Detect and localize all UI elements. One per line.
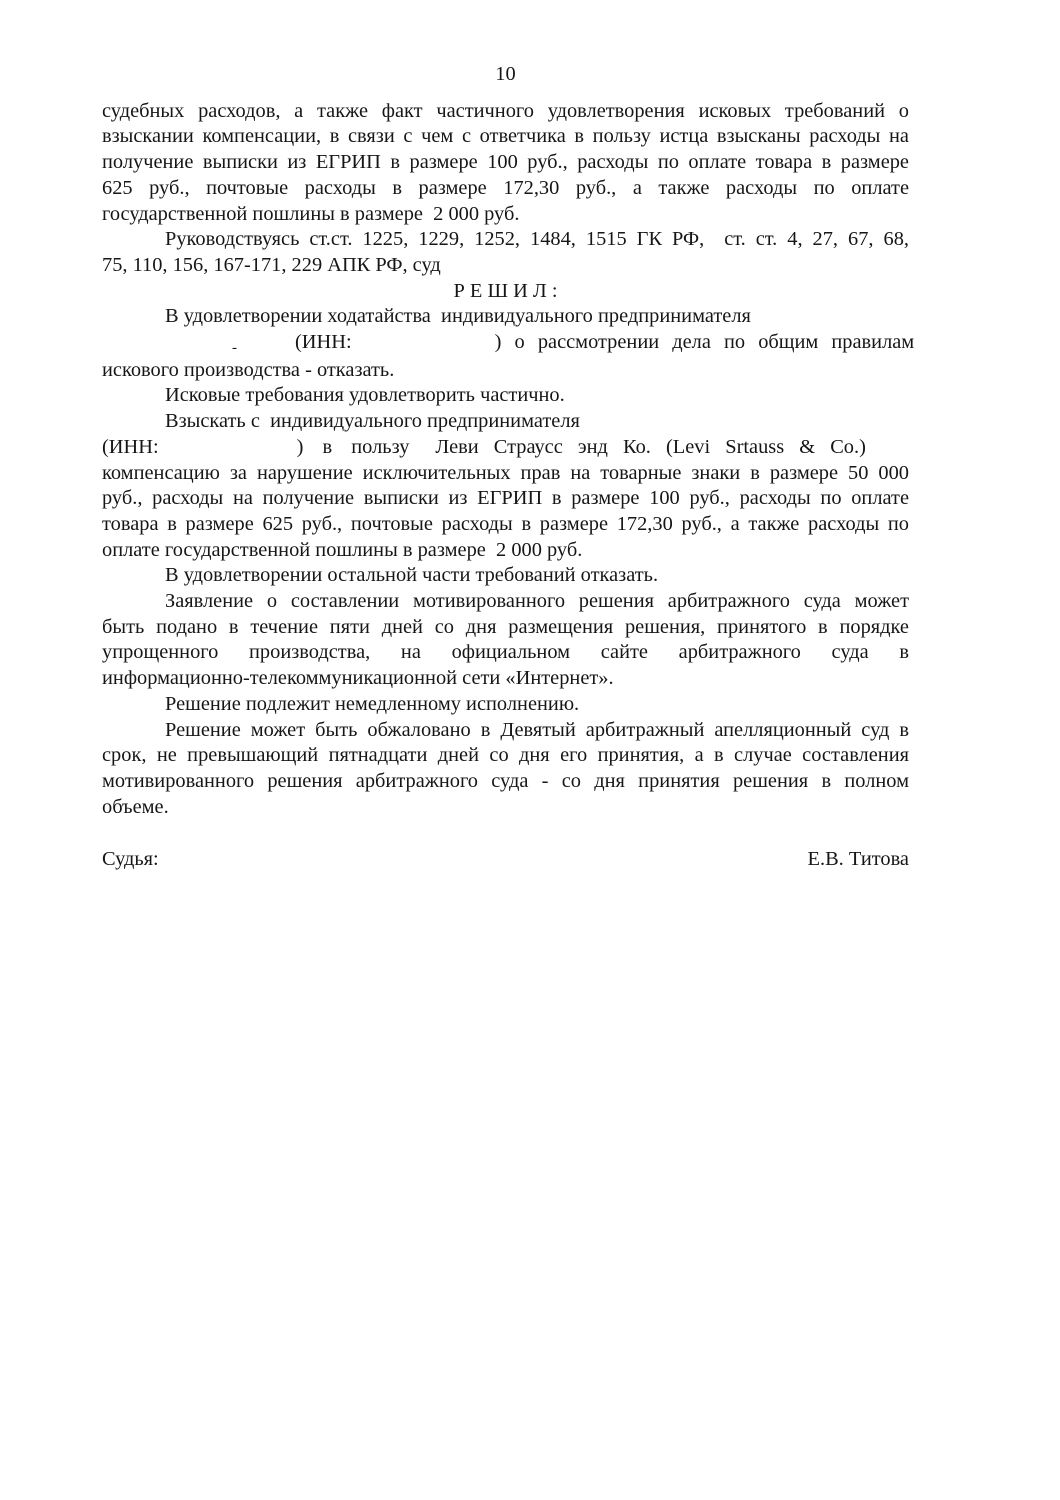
text-line: искового производства - отказать. <box>102 358 395 381</box>
text-line: судебных расходов, а также факт частичного удовлетворения исковых требований о <box>102 99 909 122</box>
text-segment: (ИНН: <box>295 331 352 354</box>
redaction-gap <box>159 452 297 453</box>
paragraph-motivated-decision <box>102 589 909 692</box>
text-line: срок, не превышающий пятнадцати дней со дня его принятия, а в случае составления <box>102 744 909 767</box>
redaction-gap <box>352 347 495 348</box>
text-line: Решение может быть обжаловано в Девятый арбитражный апелляционный суд в <box>165 718 909 741</box>
text-segment: - <box>232 340 237 357</box>
redaction-gap <box>237 347 295 348</box>
page-number: 10 <box>495 63 516 85</box>
paragraph-costs-continuation <box>102 99 909 228</box>
text-line: руб., расходы на получение выписки из ЕГРИП в размере 100 руб., расходы по оплате <box>102 487 909 510</box>
text-line: Решение подлежит немедленному исполнению. <box>165 692 580 715</box>
paragraph-appeal <box>102 718 909 821</box>
heading-decided <box>102 279 909 305</box>
text-segment: ) о рассмотрении дела по общим правилам <box>494 331 915 354</box>
text-line: Руководствуясь ст.ст. 1225, 1229, 1252, 1484, 1515 ГК РФ, ст. ст. 4, 27, 67, 68, <box>165 228 909 251</box>
text-line <box>102 435 909 461</box>
redaction-gap <box>409 452 435 453</box>
paragraph-guided-by <box>102 227 909 278</box>
text-line: взыскании компенсации, в связи с чем с ответчика в пользу истца взысканы расходы на <box>102 125 909 148</box>
text-line: мотивированного решения арбитражного суда - со дня принятия решения в полном <box>102 769 909 792</box>
text-line: Заявление о составлении мотивированного решения арбитражного суда может <box>165 590 909 613</box>
text-line: 75, 110, 156, 167-171, 229 АПК РФ, суд <box>102 253 441 276</box>
text-line: Взыскать с индивидуального предпринимателя <box>165 410 580 433</box>
text-line: 625 руб., почтовые расходы в размере 172,30 руб., а также расходы по оплате <box>102 176 909 199</box>
text-line <box>102 330 915 358</box>
text-line: быть подано в течение пяти дней со дня размещения решения, принятого в порядке <box>102 615 909 638</box>
text-line: упрощенного производства, на официальном сайте арбитражного суда в <box>102 641 909 664</box>
judge-name: Е.В. Титова <box>807 848 909 871</box>
judge-label: Судья: <box>102 848 159 871</box>
paragraph-claims-partially-satisfied <box>102 383 909 409</box>
text-segment: Леви Страусс энд Ко. (Levi Srtauss & Co.) <box>435 435 866 458</box>
text-block <box>102 62 915 873</box>
text-line: получение выписки из ЕГРИП в размере 100 руб., расходы по оплате товара в размере <box>102 151 909 174</box>
paragraph-recover-from-entrepreneur <box>102 409 909 563</box>
text-line: Р Е Ш И Л : <box>453 279 558 302</box>
paragraph-rest-denied <box>102 563 909 589</box>
text-line: Исковые требования удовлетворить частично. <box>165 384 565 407</box>
text-line: В удовлетворении остальной части требований отказать. <box>165 564 659 587</box>
text-segment: ) в пользу <box>296 435 410 458</box>
signature-row <box>102 847 909 873</box>
paragraph-immediate-execution <box>102 692 909 718</box>
text-line: информационно-телекоммуникационной сети «Интернет». <box>102 667 614 690</box>
text-line: компенсацию за нарушение исключительных прав на товарные знаки в размере 50 000 <box>102 461 909 484</box>
document-body <box>102 99 915 821</box>
redaction-gap <box>102 347 232 348</box>
text-line: государственной пошлины в размере 2 000 руб. <box>102 202 520 225</box>
text-line: товара в размере 625 руб., почтовые расходы в размере 172,30 руб., а также расходы по <box>102 512 909 535</box>
text-segment: (ИНН: <box>102 435 159 458</box>
text-line: В удовлетворении ходатайства индивидуального предпринимателя <box>165 305 751 328</box>
text-line: оплате государственной пошлины в размере 2 000 руб. <box>102 538 583 561</box>
text-line: объеме. <box>102 795 169 818</box>
paragraph-motion-denied <box>102 304 915 383</box>
